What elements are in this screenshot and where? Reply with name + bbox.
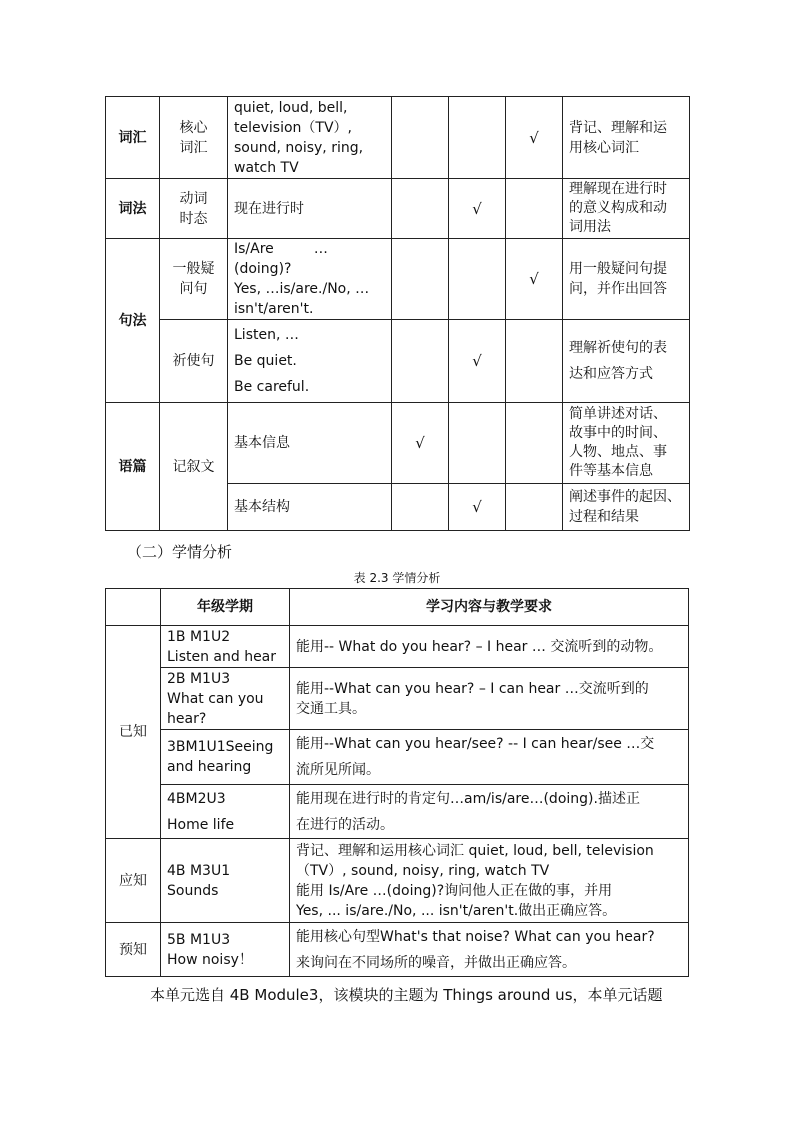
empty-header-cell	[106, 589, 161, 626]
should-know-row	[106, 839, 689, 923]
subcategory-cell: 祈使句	[160, 320, 228, 403]
check-mark: √	[449, 179, 506, 239]
predict-row	[106, 923, 689, 977]
goal-cell: 理解现在进行时 的意义构成和动 词用法	[563, 179, 690, 239]
group-label-known: 已知	[106, 626, 161, 839]
content-header: 学习内容与教学要求	[290, 589, 689, 626]
check-mark: √	[506, 97, 563, 179]
discourse-basic-row	[106, 403, 690, 484]
grade-cell: 4B M3U1 Sounds	[161, 839, 290, 923]
grade-cell: 2B M1U3 What can you hear?	[161, 668, 290, 730]
group-label-predict: 预知	[106, 923, 161, 977]
check-mark: √	[506, 239, 563, 320]
mark-cell	[449, 239, 506, 320]
known-row	[106, 626, 689, 668]
mark-cell	[449, 403, 506, 484]
grade-header: 年级学期	[161, 589, 290, 626]
syntax-question-row	[106, 239, 690, 320]
group-label-should: 应知	[106, 839, 161, 923]
goal-cell: 用一般疑问句提 问，并作出回答	[563, 239, 690, 320]
mark-cell	[392, 239, 449, 320]
content-cell: 基本信息	[228, 403, 392, 484]
check-mark: √	[449, 320, 506, 403]
subcategory-cell: 记叙文	[160, 403, 228, 531]
mark-cell	[506, 403, 563, 484]
content-cell: 能用-- What do you hear? – I hear … 交流听到的动物。	[290, 626, 689, 668]
category-cell: 语篇	[106, 403, 160, 531]
section-heading: （二）学情分析	[127, 543, 233, 561]
known-row	[106, 785, 689, 839]
content-cell: 能用--What can you hear? – I can hear …交流听到的 交通工具。	[290, 668, 689, 730]
language-knowledge-table	[105, 96, 690, 531]
mark-cell	[506, 484, 563, 531]
subcategory-cell: 动词 时态	[160, 179, 228, 239]
goal-cell: 理解祈使句的表 达和应答方式	[563, 320, 690, 403]
check-mark: √	[449, 484, 506, 531]
mark-cell	[506, 320, 563, 403]
goal-cell: 简单讲述对话、 故事中的时间、 人物、地点、事 件等基本信息	[563, 403, 690, 484]
content-cell: Listen, … Be quiet. Be careful.	[228, 320, 392, 403]
mark-cell	[392, 97, 449, 179]
category-cell: 句法	[106, 239, 160, 403]
known-row	[106, 668, 689, 730]
goal-cell: 阐述事件的起因、 过程和结果	[563, 484, 690, 531]
content-cell: quiet, loud, bell, television（TV）, sound, noisy, ring, watch TV	[228, 97, 392, 179]
mark-cell	[392, 484, 449, 531]
subcategory-cell: 一般疑 问句	[160, 239, 228, 320]
content-cell: 背记、理解和运用核心词汇 quiet, loud, bell, television （TV）, sound, noisy, ring, watch TV 能用 Is/Are …(doing)?询问他人正在做的事，并用 Yes, ... is/are./No, ... isn't/aren't.做出正确应答。	[290, 839, 689, 923]
morphology-row	[106, 179, 690, 239]
grade-cell: 5B M1U3 How noisy！	[161, 923, 290, 977]
body-paragraph: 本单元选自 4B Module3，该模块的主题为 Things around us，本单元话题	[150, 986, 663, 1004]
goal-cell: 背记、理解和运 用核心词汇	[563, 97, 690, 179]
mark-cell	[449, 97, 506, 179]
learner-analysis-table	[105, 588, 689, 977]
content-cell: 能用现在进行时的肯定句…am/is/are…(doing).描述正 在进行的活动。	[290, 785, 689, 839]
content-cell: Is/Are …(doing)? Yes, …is/are./No, … isn't/aren't.	[228, 239, 392, 320]
grade-cell: 3BM1U1Seeing and hearing	[161, 730, 290, 785]
syntax-imperative-row	[106, 320, 690, 403]
content-cell: 能用--What can you hear/see? -- I can hear/see …交 流所见所闻。	[290, 730, 689, 785]
grade-cell: 1B M1U2 Listen and hear	[161, 626, 290, 668]
table-caption: 表 2.3 学情分析	[353, 571, 441, 585]
mark-cell	[392, 320, 449, 403]
header-row	[106, 589, 689, 626]
category-cell: 词汇	[106, 97, 160, 179]
mark-cell	[392, 179, 449, 239]
vocab-row	[106, 97, 690, 179]
known-row	[106, 730, 689, 785]
mark-cell	[506, 179, 563, 239]
category-cell: 词法	[106, 179, 160, 239]
subcategory-cell: 核心 词汇	[160, 97, 228, 179]
grade-cell: 4BM2U3 Home life	[161, 785, 290, 839]
check-mark: √	[392, 403, 449, 484]
content-cell: 现在进行时	[228, 179, 392, 239]
content-cell: 基本结构	[228, 484, 392, 531]
content-cell: 能用核心句型What's that noise? What can you hear? 来询问在不同场所的噪音，并做出正确应答。	[290, 923, 689, 977]
